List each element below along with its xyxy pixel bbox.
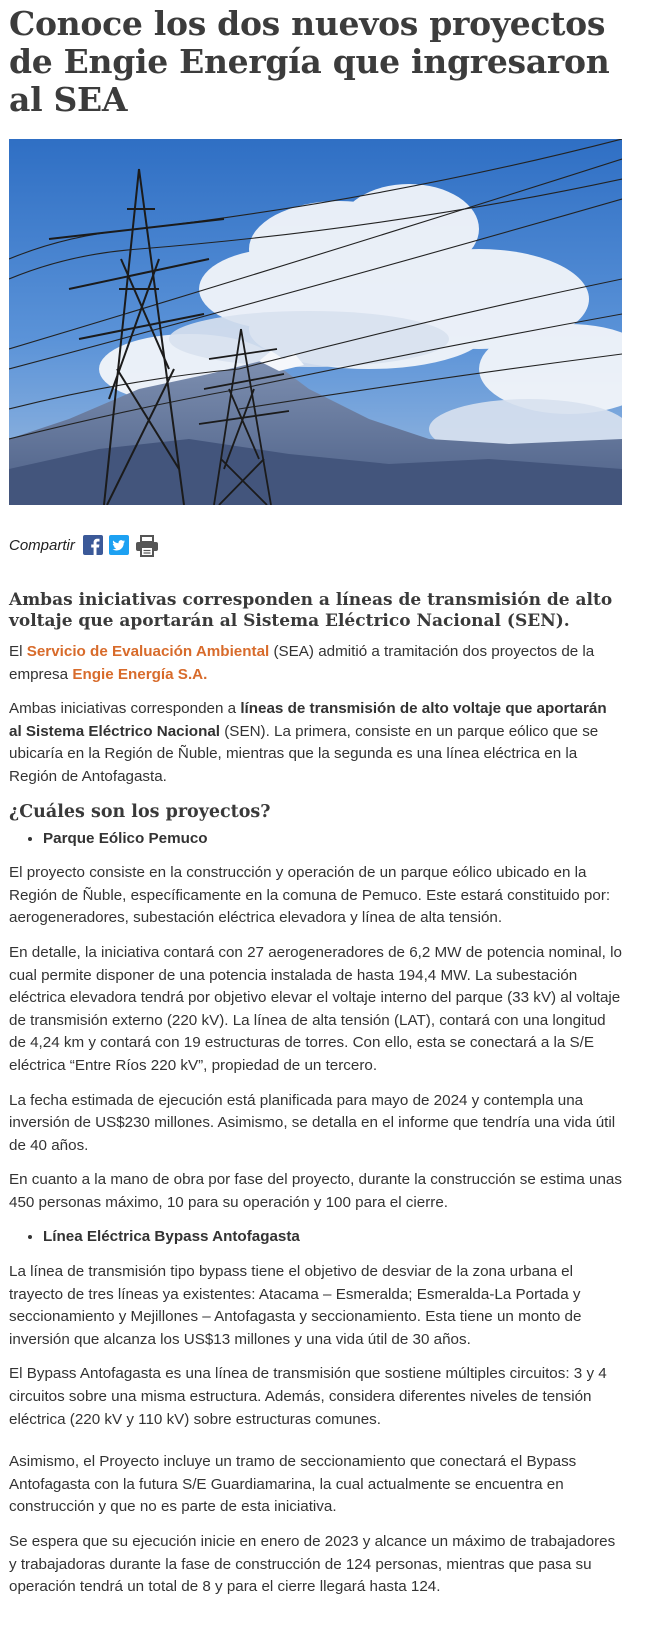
hero-image <box>9 139 622 505</box>
twitter-icon[interactable] <box>109 535 129 555</box>
paragraph: El Bypass Antofagasta es una línea de transmisión que sostiene múltiples circuitos: 3 y 4 circuitos sobre una misma estructura. Además, considera diferentes niveles de tensión eléctrica (220 kV y 110 kV) sobre estructuras comunes. <box>9 1365 607 1428</box>
article <box>9 0 622 1599</box>
paragraph: Asimismo, el Proyecto incluye un tramo de seccionamiento que conectará el Bypass Antofagasta con la futura S/E Guardiamarina, la cual actualmente se encuentra en construcción y que no es parte de esta iniciativa. <box>9 1453 577 1516</box>
list-item: • Parque Eólico Pemuco <box>43 828 622 851</box>
paragraph: En cuanto a la mano de obra por fase del proyecto, durante la construcción se estima unas 450 personas máximo, 10 para su operación y 100 para el cierre. <box>9 1171 622 1211</box>
article-lead: Ambas iniciativas corresponden a líneas de transmisión de alto voltaje que aportarán al Sistema Eléctrico Nacional (SEN). <box>9 590 613 631</box>
list-item: • Línea Eléctrica Bypass Antofagasta <box>43 1226 622 1249</box>
share-label: Compartir <box>9 536 75 554</box>
paragraph: En detalle, la iniciativa contará con 27 aerogeneradores de 6,2 MW de potencia nominal, lo cual permite disponer de una potencia instalada de hasta 194,4 MW. La subestación eléctrica elevadora tendrá por objetivo elevar el voltaje interno del parque (33 kV) al voltaje de transmisión externo (220 kV). La línea de alta tensión (LAT), contará con una longitud de 4,24 km y contará con 19 estructuras de torres. Con ello, esta se conectará a la S/E eléctrica “Entre Ríos 220 kV”, propiedad de un tercero. <box>9 943 622 1074</box>
sea-link[interactable]: Servicio de Evaluación Ambiental <box>26 643 270 660</box>
paragraph: El proyecto consiste en la construcción y operación de un parque eólico ubicado en la Región de Ñuble, específicamente en la comuna de Pemuco. Este estará constituido por: aerogeneradores, subestación eléctrica elevadora y línea de alta tensión. <box>9 864 611 927</box>
share-bar <box>9 532 622 558</box>
article-title: Conoce los dos nuevos proyectos de Engie Energía que ingresaron al SEA <box>9 4 610 119</box>
bullet-list <box>9 1226 622 1249</box>
paragraph: Se espera que su ejecución inicie en enero de 2023 y alcance un máximo de trabajadores y trabajadoras durante la fase de construcción de 124 personas, mientras que pasa su operación tendrá un total de 8 y para el cierre llegará hasta 124. <box>9 1533 616 1596</box>
paragraph: La fecha estimada de ejecución está planificada para mayo de 2024 y contempla una inversión de US$230 millones. Asimismo, se detalla en el informe que tendría una vida útil de 40 años. <box>9 1091 616 1154</box>
section-heading: ¿Cuáles son los proyectos? <box>9 801 271 822</box>
paragraph: Ambas iniciativas corresponden a líneas de transmisión de alto voltaje que aportarán al Sistema Eléctrico Nacional (SEN). La primera, consiste en un parque eólico que se ubicaría en la Región de Ñuble, mientras que la segunda es una línea eléctrica en la Región de Antofagasta. <box>9 700 607 785</box>
bullet-list <box>9 828 622 851</box>
paragraph: El Servicio de Evaluación Ambiental (SEA) admitió a tramitación dos proyectos de la empresa Engie Energía S.A. <box>9 643 595 683</box>
print-icon[interactable] <box>135 535 159 555</box>
paragraph: La línea de transmisión tipo bypass tiene el objetivo de desviar de la zona urbana el trayecto de tres líneas ya existentes: Atacama – Esmeralda; Esmeralda-La Portada y seccionamiento y Mejillones – Antofagasta y seccionamiento. Esta tiene un monto de inversión que alcanza los US$13 millones y una vida útil de 30 años. <box>9 1263 582 1348</box>
engie-link[interactable]: Engie Energía S.A. <box>72 665 208 683</box>
facebook-icon[interactable] <box>83 535 103 555</box>
